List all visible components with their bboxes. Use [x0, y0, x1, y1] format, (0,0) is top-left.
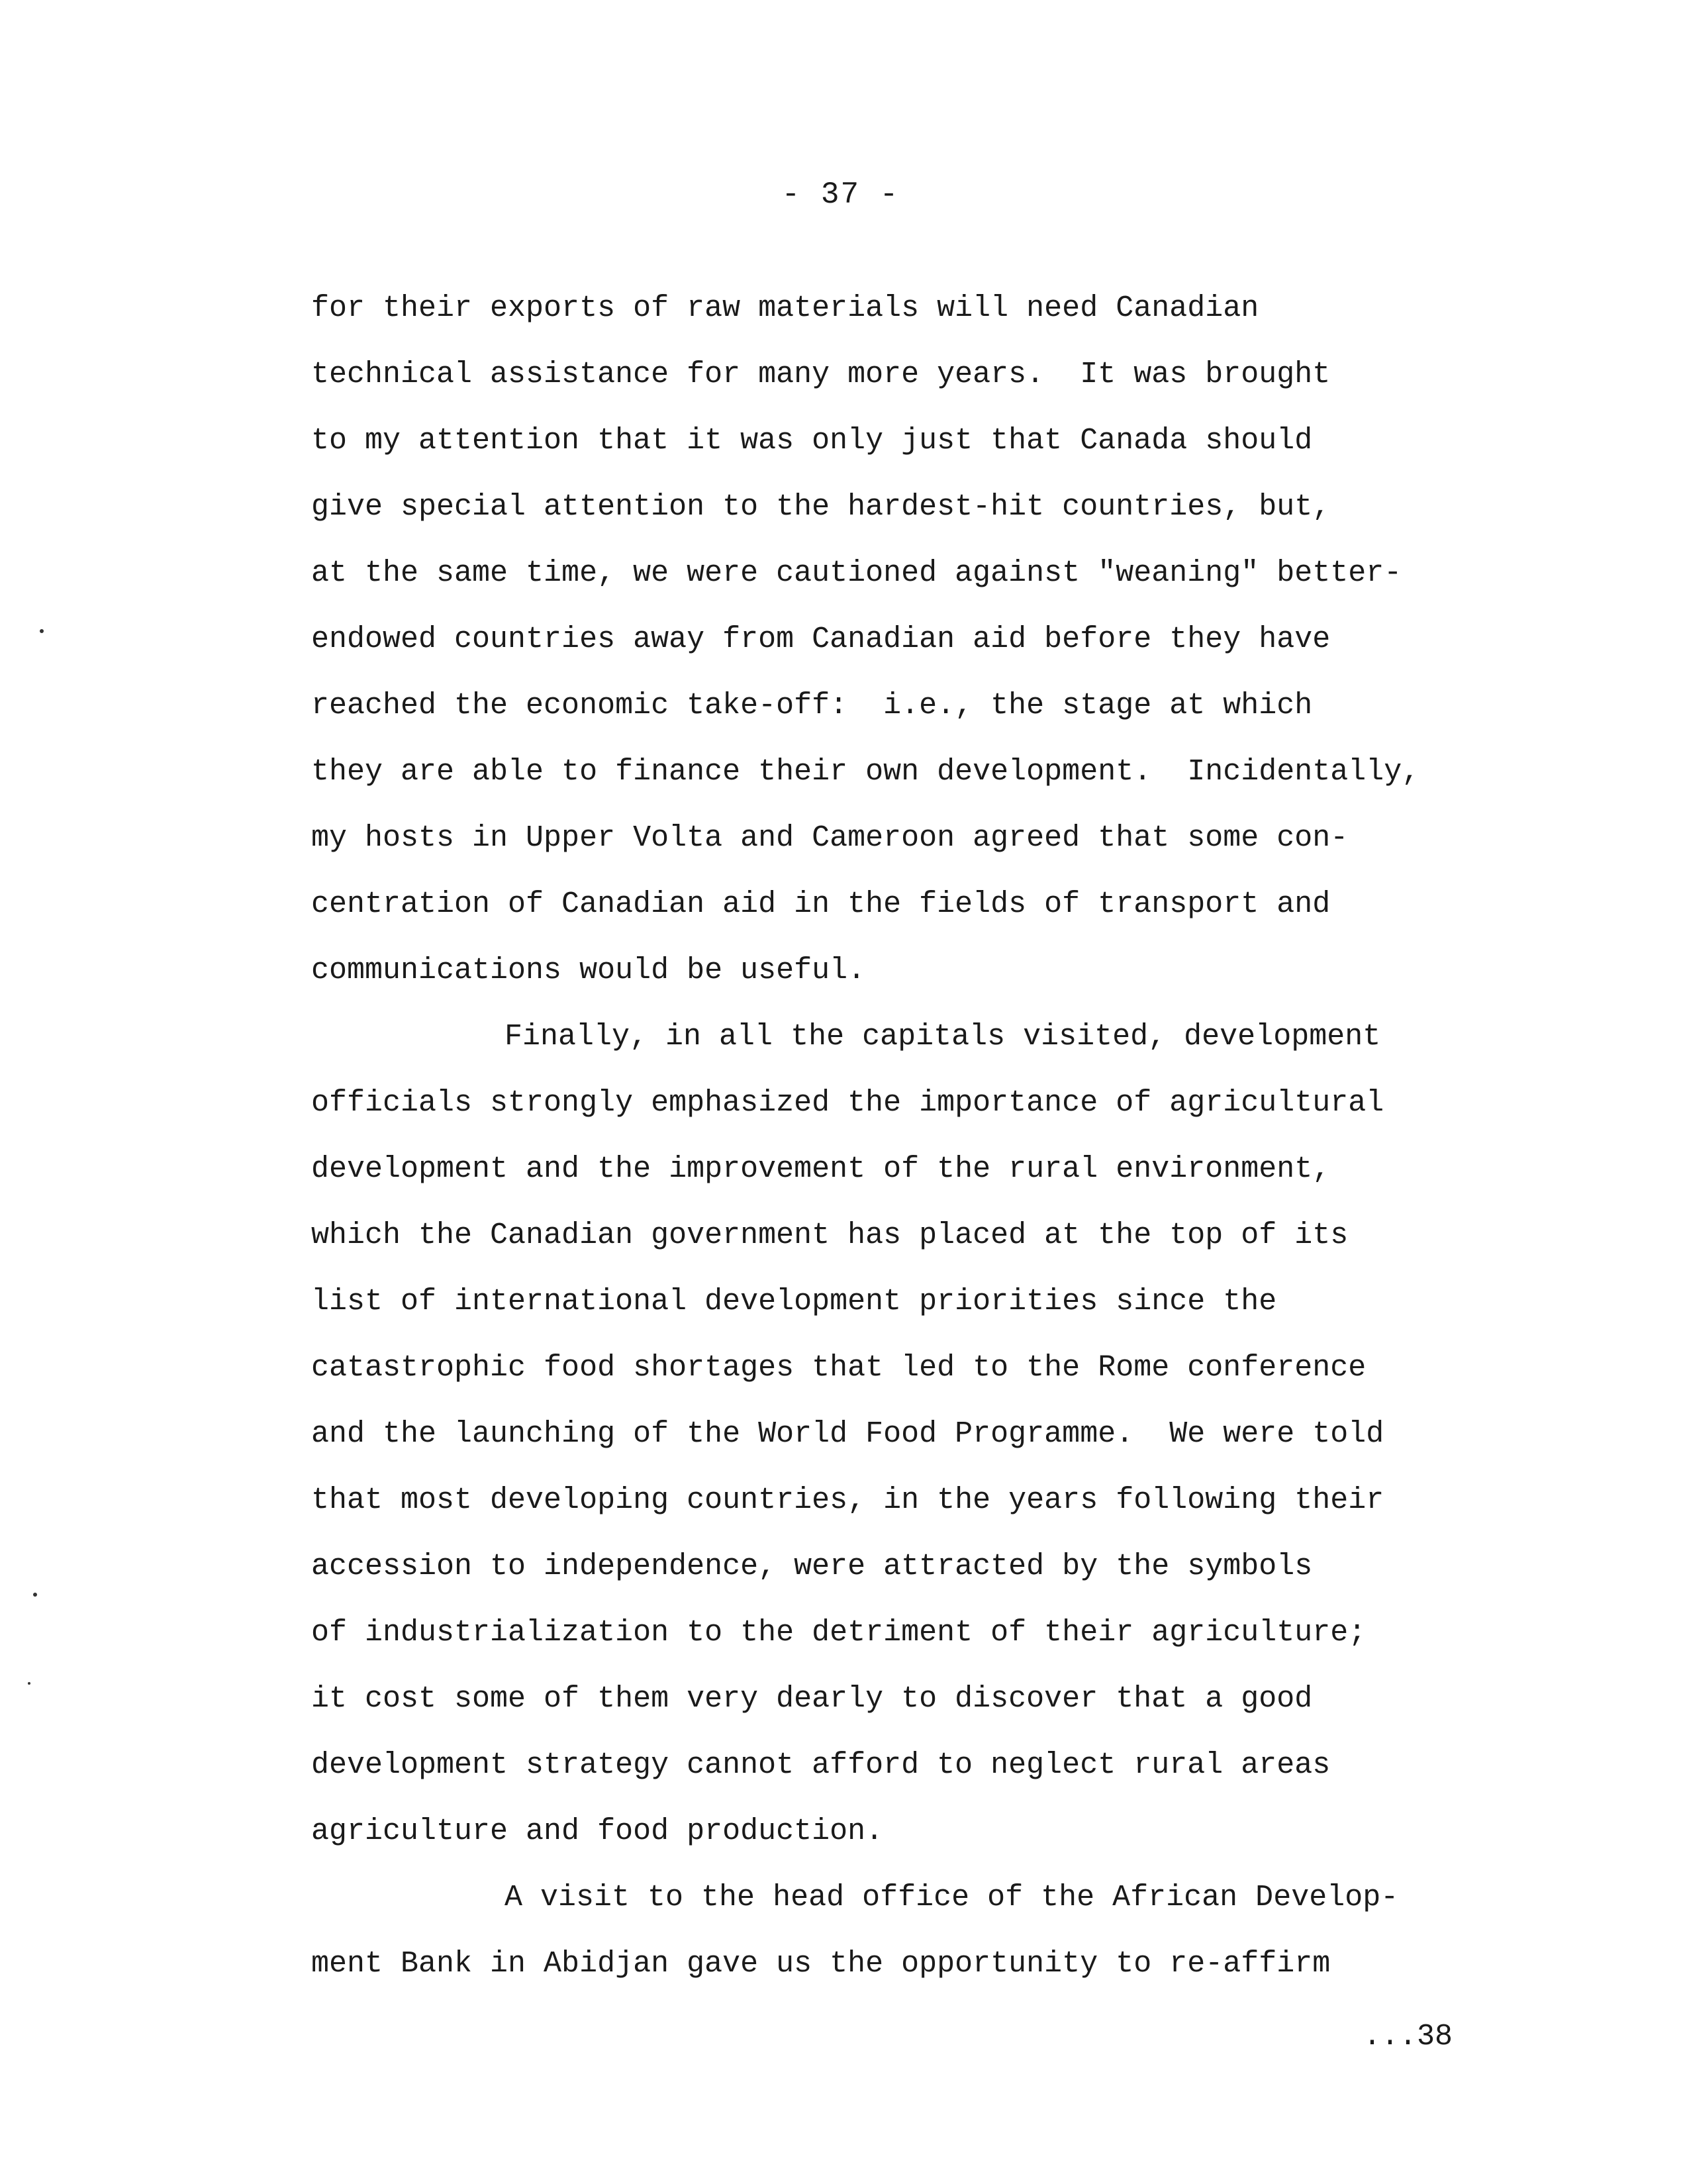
- paragraph: [311, 1004, 1602, 1865]
- paragraph: [311, 275, 1602, 1004]
- text-line: ment Bank in Abidjan gave us the opportunity to re-affirm: [311, 1947, 1331, 1981]
- scan-speck: [28, 1682, 30, 1685]
- scan-speck: [40, 629, 44, 633]
- text-line: it cost some of them very dearly to discover that a good: [311, 1682, 1313, 1716]
- text-line: at the same time, we were cautioned against "weaning" better-: [311, 556, 1402, 590]
- text-line: which the Canadian government has placed at the top of its: [311, 1218, 1349, 1252]
- text-line: development and the improvement of the rural environment,: [311, 1152, 1331, 1186]
- text-line: of industrialization to the detriment of their agriculture;: [311, 1616, 1367, 1650]
- text-line: accession to independence, were attracted by the symbols: [311, 1550, 1313, 1583]
- text-line: that most developing countries, in the years following their: [311, 1483, 1384, 1517]
- text-line: communications would be useful.: [311, 954, 866, 987]
- text-line: endowed countries away from Canadian aid before they have: [311, 622, 1331, 656]
- text-line: centration of Canadian aid in the fields of transport and: [311, 887, 1331, 921]
- text-line: development strategy cannot afford to neglect rural areas: [311, 1748, 1331, 1782]
- text-line: A visit to the head office of the African Develop-: [504, 1881, 1399, 1914]
- text-line: list of international development priorities since the: [311, 1285, 1277, 1318]
- page-number: - 37 -: [781, 177, 900, 212]
- text-line: give special attention to the hardest-hit countries, but,: [311, 490, 1331, 524]
- text-line: my hosts in Upper Volta and Cameroon agreed that some con-: [311, 821, 1349, 855]
- text-line: reached the economic take-off: i.e., the stage at which: [311, 689, 1313, 722]
- scan-speck: [33, 1593, 37, 1597]
- text-line: to my attention that it was only just that Canada should: [311, 424, 1313, 458]
- text-line: technical assistance for many more years. It was brought: [311, 358, 1331, 391]
- text-line: for their exports of raw materials will need Canadian: [311, 291, 1259, 325]
- continuation-marker: ...38: [1363, 2020, 1453, 2054]
- body-text: [311, 275, 1602, 1997]
- text-line: catastrophic food shortages that led to the Rome conference: [311, 1351, 1367, 1385]
- text-line: and the launching of the World Food Programme. We were told: [311, 1417, 1384, 1451]
- text-line: agriculture and food production.: [311, 1814, 884, 1848]
- text-line: they are able to finance their own development. Incidentally,: [311, 755, 1420, 789]
- text-line: Finally, in all the capitals visited, development: [504, 1020, 1381, 1054]
- text-line: officials strongly emphasized the importance of agricultural: [311, 1086, 1384, 1120]
- paragraph: [311, 1865, 1602, 1997]
